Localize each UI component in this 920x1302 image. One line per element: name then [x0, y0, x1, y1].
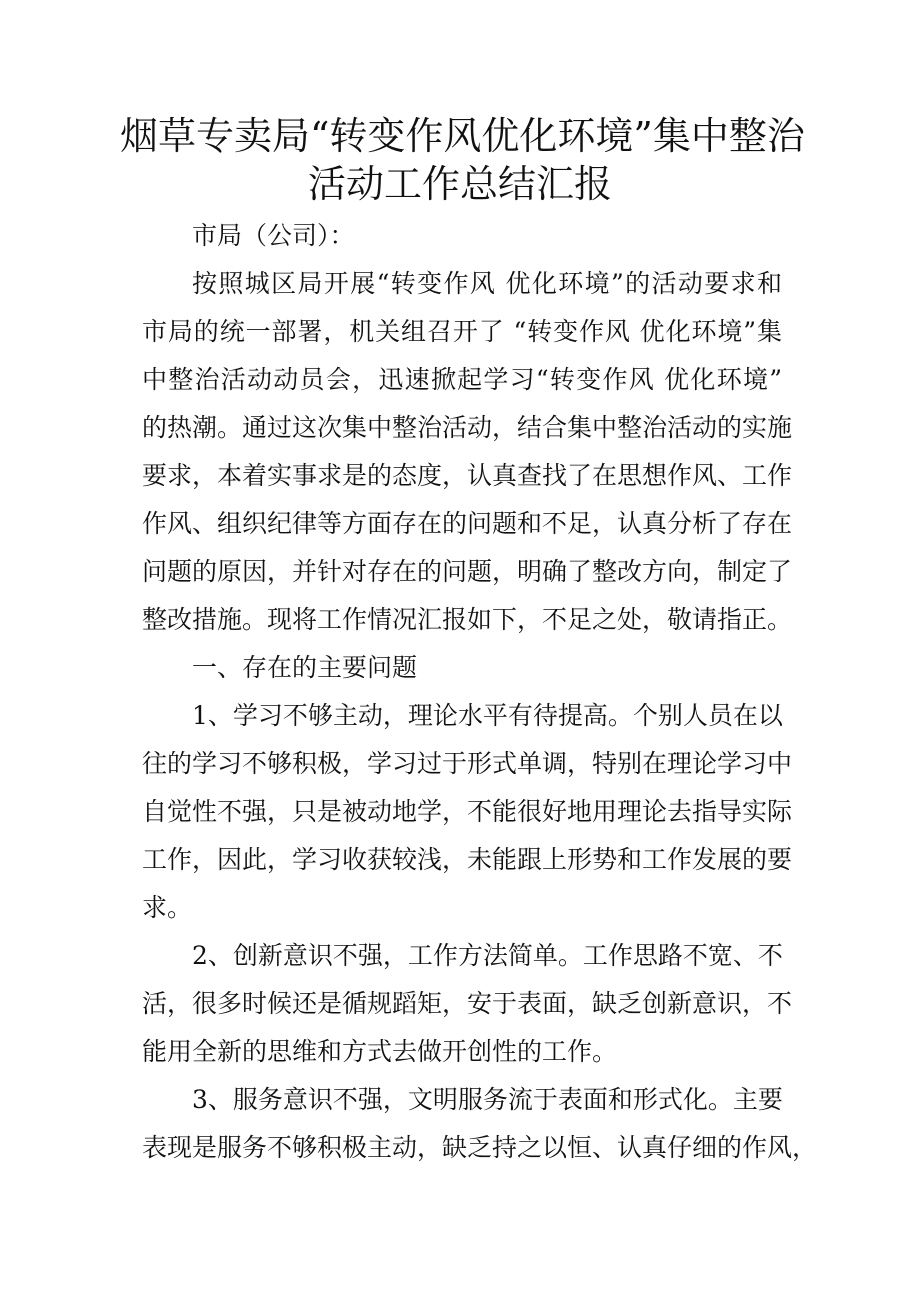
paragraph-line: 求。	[142, 893, 193, 922]
paragraph-line: 的热潮。通过这次集中整治活动，结合集中整治活动的实施	[142, 413, 793, 442]
document-title-line-2: 活动工作总结汇报	[307, 162, 612, 206]
paragraph-line: 要求，本着实事求是的态度，认真查找了在思想作风、工作	[142, 461, 793, 490]
document-title-line-1: 烟草专卖局“转变作风优化环境”集中整治	[120, 114, 805, 158]
paragraph-line: 表现是服务不够积极主动，缺乏持之以恒、认真仔细的作风，	[142, 1133, 818, 1162]
paragraph-line: 市局的统一部署，机关组召开了 “转变作风 优化环境”集	[142, 317, 782, 346]
section-heading: 一、存在的主要问题	[192, 653, 418, 682]
paragraph-line: 3、服务意识不强，文明服务流于表面和形式化。主要	[192, 1085, 783, 1114]
salutation: 市局（公司）：	[192, 221, 355, 250]
paragraph-line: 活，很多时候还是循规蹈矩，安于表面，缺乏创新意识，不	[142, 989, 793, 1018]
paragraph-line: 按照城区局开展“转变作风 优化环境”的活动要求和	[192, 269, 782, 298]
paragraph-line: 能用全新的思维和方式去做开创性的工作。	[142, 1037, 618, 1066]
paragraph-line: 作风、组织纪律等方面存在的问题和不足，认真分析了存在	[142, 509, 793, 538]
paragraph-line: 1、学习不够主动，理论水平有待提高。个别人员在以	[192, 701, 783, 730]
document-body	[142, 212, 818, 1172]
paragraph-line: 2、创新意识不强，工作方法简单。工作思路不宽、不	[192, 941, 783, 970]
paragraph-line: 问题的原因，并针对存在的问题，明确了整改方向，制定了	[142, 557, 793, 586]
paragraph-line: 往的学习不够积极，学习过于形式单调，特别在理论学习中	[142, 749, 793, 778]
paragraph-line: 整改措施。现将工作情况汇报如下，不足之处，敬请指正。	[142, 605, 793, 634]
paragraph-line: 工作，因此，学习收获较浅，未能跟上形势和工作发展的要	[142, 845, 793, 874]
paragraph-line: 自觉性不强，只是被动地学，不能很好地用理论去指导实际	[142, 797, 793, 826]
paragraph-line: 中整治活动动员会，迅速掀起学习“转变作风 优化环境”	[142, 365, 782, 394]
